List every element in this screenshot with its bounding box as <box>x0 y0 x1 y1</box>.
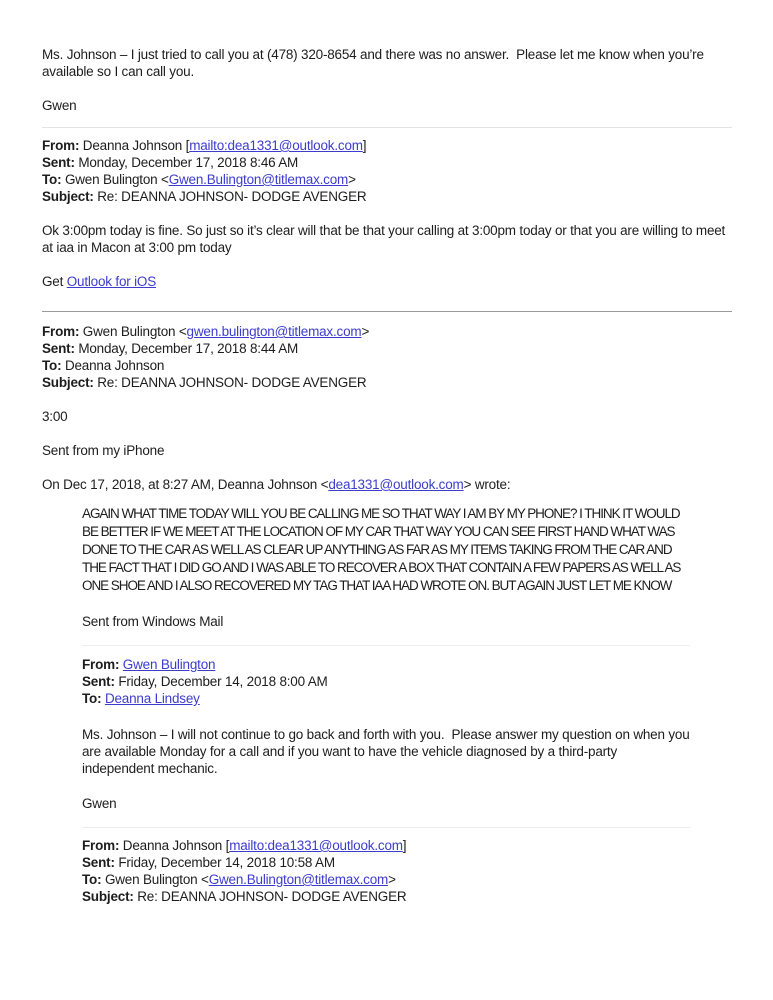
to-label: To: <box>42 172 65 187</box>
mailto-dea1331-link-2[interactable]: mailto:dea1331@outlook.com <box>229 838 403 853</box>
divider-2 <box>42 311 732 312</box>
sent-from-windows-mail: Sent from Windows Mail <box>82 614 224 629</box>
to-label: To: <box>42 358 65 373</box>
email-header-4 <box>82 837 690 905</box>
header4-sent-line <box>82 854 690 871</box>
header1-subject-line <box>42 188 732 205</box>
from-label: From: <box>82 657 123 672</box>
quoted-signature: Gwen <box>82 796 117 811</box>
subject-value: Re: DEANNA JOHNSON- DODGE AVENGER <box>97 189 367 204</box>
to-label: To: <box>82 691 105 706</box>
quote-intro-line <box>42 476 732 493</box>
sent-label: Sent: <box>42 341 79 356</box>
from-name: Deanna Johnson [ <box>122 838 230 853</box>
message2-body: Ok 3:00pm today is fine. So just so it’s clear will that be that your calling at 3:00pm today or that you are willing to meet at iaa in Macon at 3:00 pm today <box>42 223 729 255</box>
gwen-titlemax-link-3[interactable]: Gwen.Bulington@titlemax.com <box>208 872 389 887</box>
to-bracket-close: > <box>348 172 356 187</box>
sent-value: Monday, December 17, 2018 8:44 AM <box>78 341 299 356</box>
sent-value: Friday, December 14, 2018 10:58 AM <box>118 855 335 870</box>
header1-sent-line <box>42 154 732 171</box>
email-header-1 <box>42 137 732 205</box>
intro-text-end: > wrote: <box>463 477 511 492</box>
intro-text: On Dec 17, 2018, at 8:27 AM, Deanna Johnson < <box>42 477 329 492</box>
header3-to-line <box>82 690 690 707</box>
sent-label: Sent: <box>82 855 119 870</box>
get-outlook-line <box>42 273 732 290</box>
from-label: From: <box>42 138 83 153</box>
from-label: From: <box>82 838 123 853</box>
header1-from-line <box>42 137 732 154</box>
top-message-body: Ms. Johnson – I just tried to call you at (478) 320-8654 and there was no answer. Please let me know when you’re available so I can call you. <box>42 47 708 79</box>
from-bracket-close: > <box>361 324 370 339</box>
header2-from-line <box>42 323 732 340</box>
gwen-bulington-link[interactable]: Gwen Bulington <box>122 657 216 672</box>
header2-sent-line <box>42 340 732 357</box>
gwen-titlemax-link-1[interactable]: Gwen.Bulington@titlemax.com <box>168 172 349 187</box>
subject-value: Re: DEANNA JOHNSON- DODGE AVENGER <box>137 889 407 904</box>
divider-1 <box>42 127 732 128</box>
from-label: From: <box>42 324 83 339</box>
sent-value: Monday, December 17, 2018 8:46 AM <box>78 155 299 170</box>
divider-4 <box>82 827 690 828</box>
gwen-titlemax-link-2[interactable]: gwen.bulington@titlemax.com <box>186 324 362 339</box>
from-name: Deanna Johnson [ <box>82 138 190 153</box>
header2-subject-line <box>42 374 732 391</box>
subject-label: Subject: <box>42 375 98 390</box>
subject-value: Re: DEANNA JOHNSON- DODGE AVENGER <box>97 375 367 390</box>
email-header-2 <box>42 323 732 391</box>
header4-to-line <box>82 871 690 888</box>
divider-3 <box>82 645 690 646</box>
subject-label: Subject: <box>42 189 98 204</box>
header1-to-line <box>42 171 732 188</box>
subject-label: Subject: <box>82 889 138 904</box>
sent-value: Friday, December 14, 2018 8:00 AM <box>118 674 328 689</box>
to-label: To: <box>82 872 105 887</box>
message3-time: 3:00 <box>42 409 68 424</box>
from-bracket-close: ] <box>402 838 407 853</box>
get-text: Get <box>42 274 67 289</box>
header4-subject-line <box>82 888 690 905</box>
from-bracket-close: ] <box>362 138 367 153</box>
quoted-message-block <box>82 505 694 905</box>
outlook-for-ios-link[interactable]: Outlook for iOS <box>66 274 157 289</box>
mailto-dea1331-link[interactable]: mailto:dea1331@outlook.com <box>189 138 363 153</box>
deanna-lindsey-link[interactable]: Deanna Lindsey <box>104 691 200 706</box>
to-name: Gwen Bulington < <box>104 872 209 887</box>
sent-from-iphone: Sent from my iPhone <box>42 443 165 458</box>
dea1331-outlook-link[interactable]: dea1331@outlook.com <box>328 477 464 492</box>
to-bracket-close: > <box>388 872 396 887</box>
header4-from-line <box>82 837 690 854</box>
from-name: Gwen Bulington < <box>82 324 187 339</box>
quoted-message-body: AGAIN WHAT TIME TODAY WILL YOU BE CALLING ME SO THAT WAY I AM BY MY PHONE? I THINK IT WOULD BE BETTER IF WE MEET AT THE LOCATION OF MY CAR THAT WAY YOU CAN SEE FIRST HAND WHAT WAS DONE TO THE CAR AS WELL AS CLEAR UP ANYTHING AS FAR AS MY ITEMS TAKING FROM THE CAR AND THE FACT THAT I DID GO AND I WAS ABLE TO RECOVER A BOX THAT CONTAIN A FEW PAPERS AS WELL AS ONE SHOE AND I ALSO RECOVERED MY TAG THAT IAA HAD WROTE ON. BUT AGAIN JUST LET ME KNOW <box>82 506 684 593</box>
header3-sent-line <box>82 673 690 690</box>
header2-to-line <box>42 357 732 374</box>
to-value: Deanna Johnson <box>64 358 165 373</box>
email-header-3 <box>82 656 690 707</box>
quoted-message2-body: Ms. Johnson – I will not continue to go back and forth with you. Please answer my question on when you are available Monday for a call and if you want to have the vehicle diagnosed by a third-party independent mechanic. <box>82 727 694 776</box>
sent-label: Sent: <box>42 155 79 170</box>
to-name: Gwen Bulington < <box>64 172 169 187</box>
sent-label: Sent: <box>82 674 119 689</box>
header3-from-line <box>82 656 690 673</box>
top-signature: Gwen <box>42 98 77 113</box>
